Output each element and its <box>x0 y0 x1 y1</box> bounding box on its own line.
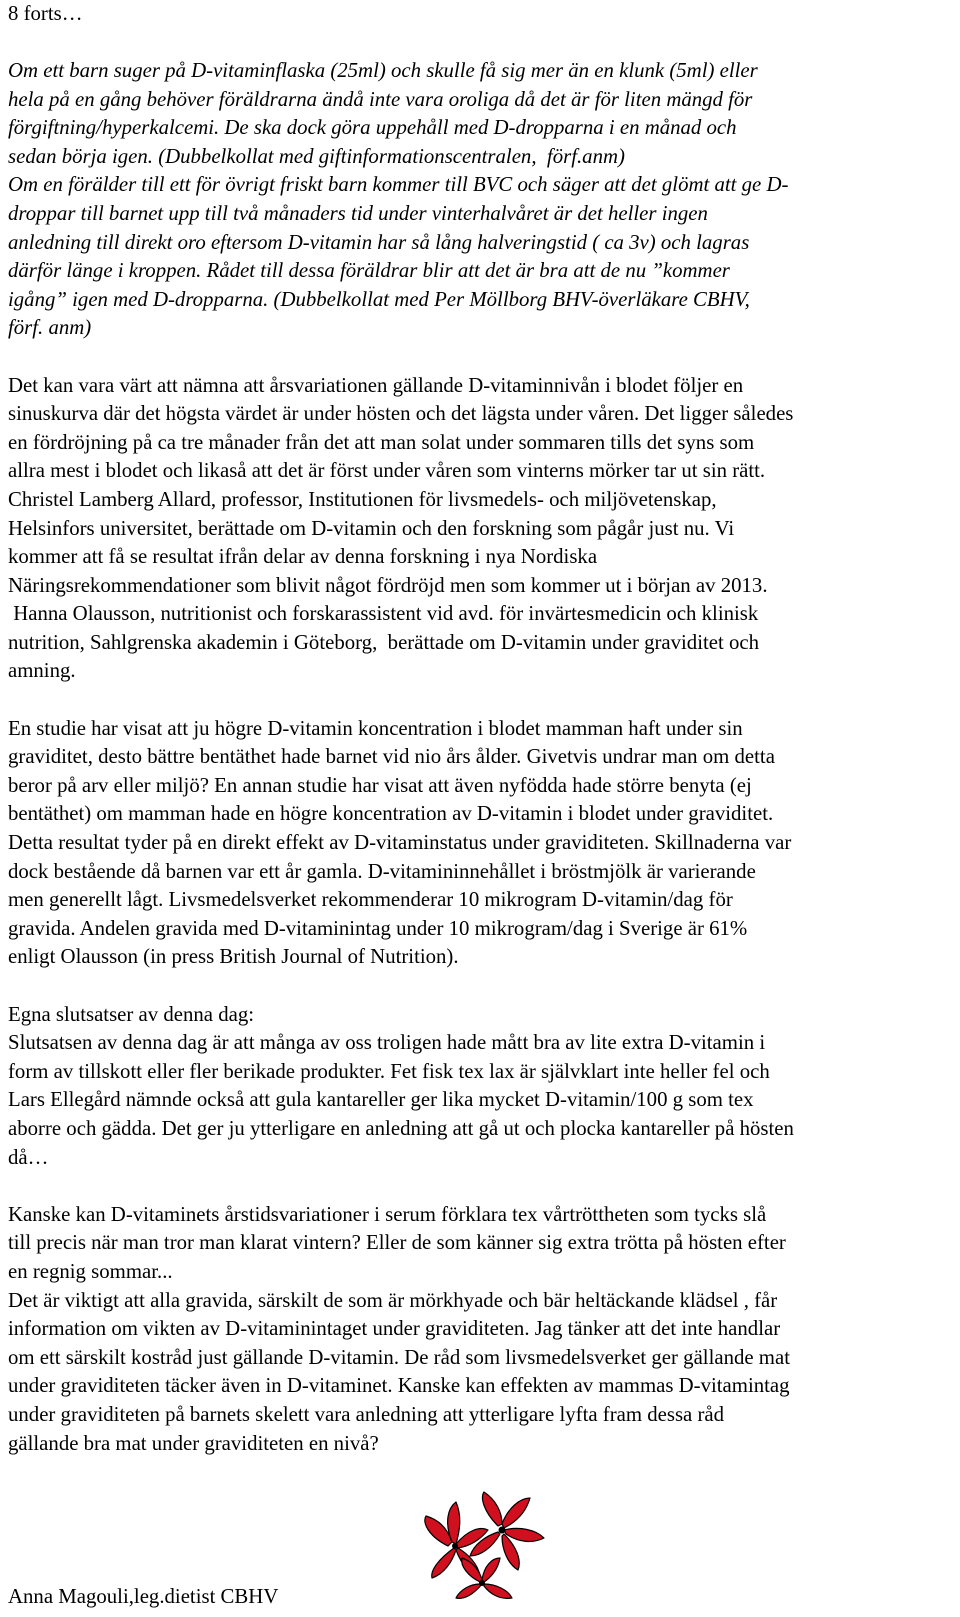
text-line: under graviditeten täcker även in D-vitaminet. Kanske kan effekten av mammas D-vitamintag <box>8 1374 790 1398</box>
text-line: form av tillskott eller fler berikade produkter. Fet fisk tex lax är självklart inte heller fel och <box>8 1059 770 1083</box>
text-line: gällande bra mat under graviditeten en nivå? <box>8 1431 379 1455</box>
text-line: igång” igen med D-dropparna. (Dubbelkollat med Per Möllborg BHV-överläkare CBHV, <box>8 287 750 311</box>
text-line: Lars Ellegård nämnde också att gula kantareller ger lika mycket D-vitamin/100 g som tex <box>8 1088 754 1112</box>
text-line: till precis när man tror man klarat vintern? Eller de som känner sig extra trötta på hösten efter <box>8 1231 786 1255</box>
text-line: sinuskurva där det högsta värdet är under hösten och det lägsta under våren. Det ligger således <box>8 402 794 426</box>
text-line: amning. <box>8 659 76 683</box>
text-line: Om ett barn suger på D-vitaminflaska (25ml) och skulle få sig mer än en klunk (5ml) eller <box>8 59 758 82</box>
text-line: om ett särskilt kostråd just gällande D-vitamin. De råd som livsmedelsverket ger gällande mat <box>8 1345 790 1369</box>
text-line: aborre och gädda. Det ger ju ytterligare en anledning att gå ut och plocka kantareller på hösten <box>8 1116 794 1140</box>
paragraph-gap <box>8 1172 952 1201</box>
page-heading: 8 forts… <box>8 2 83 25</box>
text-line: nutrition, Sahlgrenska akademin i Göteborg, berättade om D-vitamin under graviditet och <box>8 630 759 654</box>
text-line: Christel Lamberg Allard, professor, Institutionen för livsmedels- och miljövetenskap, <box>8 487 717 511</box>
poinsettia-icon <box>418 1486 550 1610</box>
paragraph-seasonal-variation <box>8 372 952 687</box>
text-line: därför länge i kroppen. Rådet till dessa föräldrar blir att det är bra att de nu ”kommer <box>8 259 730 283</box>
paragraph-gap <box>8 972 952 1001</box>
text-line: allra mest i blodet och likaså att det är först under våren som vinterns mörker tar ut sin rätt. <box>8 459 766 483</box>
italic-note-block <box>8 57 952 343</box>
text-line: En studie har visat att ju högre D-vitamin koncentration i blodet mamman haft under sin <box>8 716 743 740</box>
text-line: anledning till direkt oro eftersom D-vitamin har så lång halveringstid ( ca 3v) och lagras <box>8 230 750 254</box>
text-line: droppar till barnet upp till två månaders tid under vinterhalvåret är det heller ingen <box>8 201 708 225</box>
text-line: Näringsrekommendationer som blivit något fördröjd men som kommer ut i början av 2013. <box>8 573 768 597</box>
text-line: dock bestående då barnen var ett år gamla. D-vitamininnehållet i bröstmjölk är varierande <box>8 859 756 883</box>
text-line: en fördröjning på ca tre månader från det att man solat under sommaren tills det syns som <box>8 430 755 454</box>
paragraph-conclusions <box>8 1001 952 1173</box>
text-line: förf. anm) <box>8 316 92 340</box>
text-line: graviditet, desto bättre bentäthet hade barnet vid nio års ålder. Givetvis undrar man om detta <box>8 745 775 769</box>
text-line: men generellt lågt. Livsmedelsverket rekommenderar 10 mikrogram D-vitamin/dag för <box>8 888 733 912</box>
text-line: Hanna Olausson, nutritionist och forskarassistent vid avd. för invärtesmedicin och klinisk <box>8 602 759 626</box>
paragraph-reflections <box>8 1201 952 1458</box>
text-line: hela på en gång behöver föräldrarna ändå inte vara oroliga då det är för liten mängd för <box>8 87 753 111</box>
text-line: Helsinfors universitet, berättade om D-vitamin och den forskning som pågår just nu. Vi <box>8 516 735 540</box>
text-line: bentäthet) om mamman hade en högre koncentration av D-vitamin i blodet under graviditet. <box>8 802 774 826</box>
text-line: Om en förälder till ett för övrigt friskt barn kommer till BVC och säger att det glömt att ge D- <box>8 173 789 197</box>
text-line: förgiftning/hyperkalcemi. De ska dock göra uppehåll med D-dropparna i en månad och <box>8 116 737 140</box>
text-line: gravida. Andelen gravida med D-vitaminintag under 10 mikrogram/dag i Sverige är 61% <box>8 916 748 940</box>
paragraph-gap <box>8 343 952 372</box>
text-line: då… <box>8 1145 49 1169</box>
text-line: Det är viktigt att alla gravida, särskilt de som är mörkhyade och bär heltäckande klädsel , får <box>8 1288 778 1312</box>
text-line: Detta resultat tyder på en direkt effekt av D-vitaminstatus under graviditeten. Skillnaderna var <box>8 831 792 855</box>
paragraph-gap <box>8 686 952 715</box>
document-body <box>8 57 952 1458</box>
text-line: Det kan vara värt att nämna att årsvariationen gällande D-vitaminnivån i blodet följer en <box>8 373 744 397</box>
text-line: en regnig sommar... <box>8 1259 173 1283</box>
text-line: beror på arv eller miljö? En annan studie har visat att även nyfödda hade större benyta (ej <box>8 773 752 797</box>
text-line: information om vikten av D-vitaminintaget under graviditeten. Jag tänker att det inte handlar <box>8 1317 781 1341</box>
paragraph-pregnancy-study <box>8 715 952 972</box>
author-signature: Anna Magouli,leg.dietist CBHV <box>8 1585 279 1608</box>
text-line: Egna slutsatser av denna dag: <box>8 1002 255 1026</box>
text-line: Slutsatsen av denna dag är att många av oss troligen hade mått bra av lite extra D-vitamin i <box>8 1031 766 1055</box>
text-line: kommer att få se resultat ifrån delar av denna forskning i nya Nordiska <box>8 545 598 569</box>
text-line: enligt Olausson (in press British Journal of Nutrition). <box>8 945 459 969</box>
text-line: under graviditeten på barnets skelett vara anledning att ytterligare lyfta fram dessa råd <box>8 1402 725 1426</box>
text-line: sedan börja igen. (Dubbelkollat med giftinformationscentralen, förf.anm) <box>8 144 625 168</box>
text-line: Kanske kan D-vitaminets årstidsvariationer i serum förklara tex vårtröttheten som tycks slå <box>8 1202 767 1226</box>
